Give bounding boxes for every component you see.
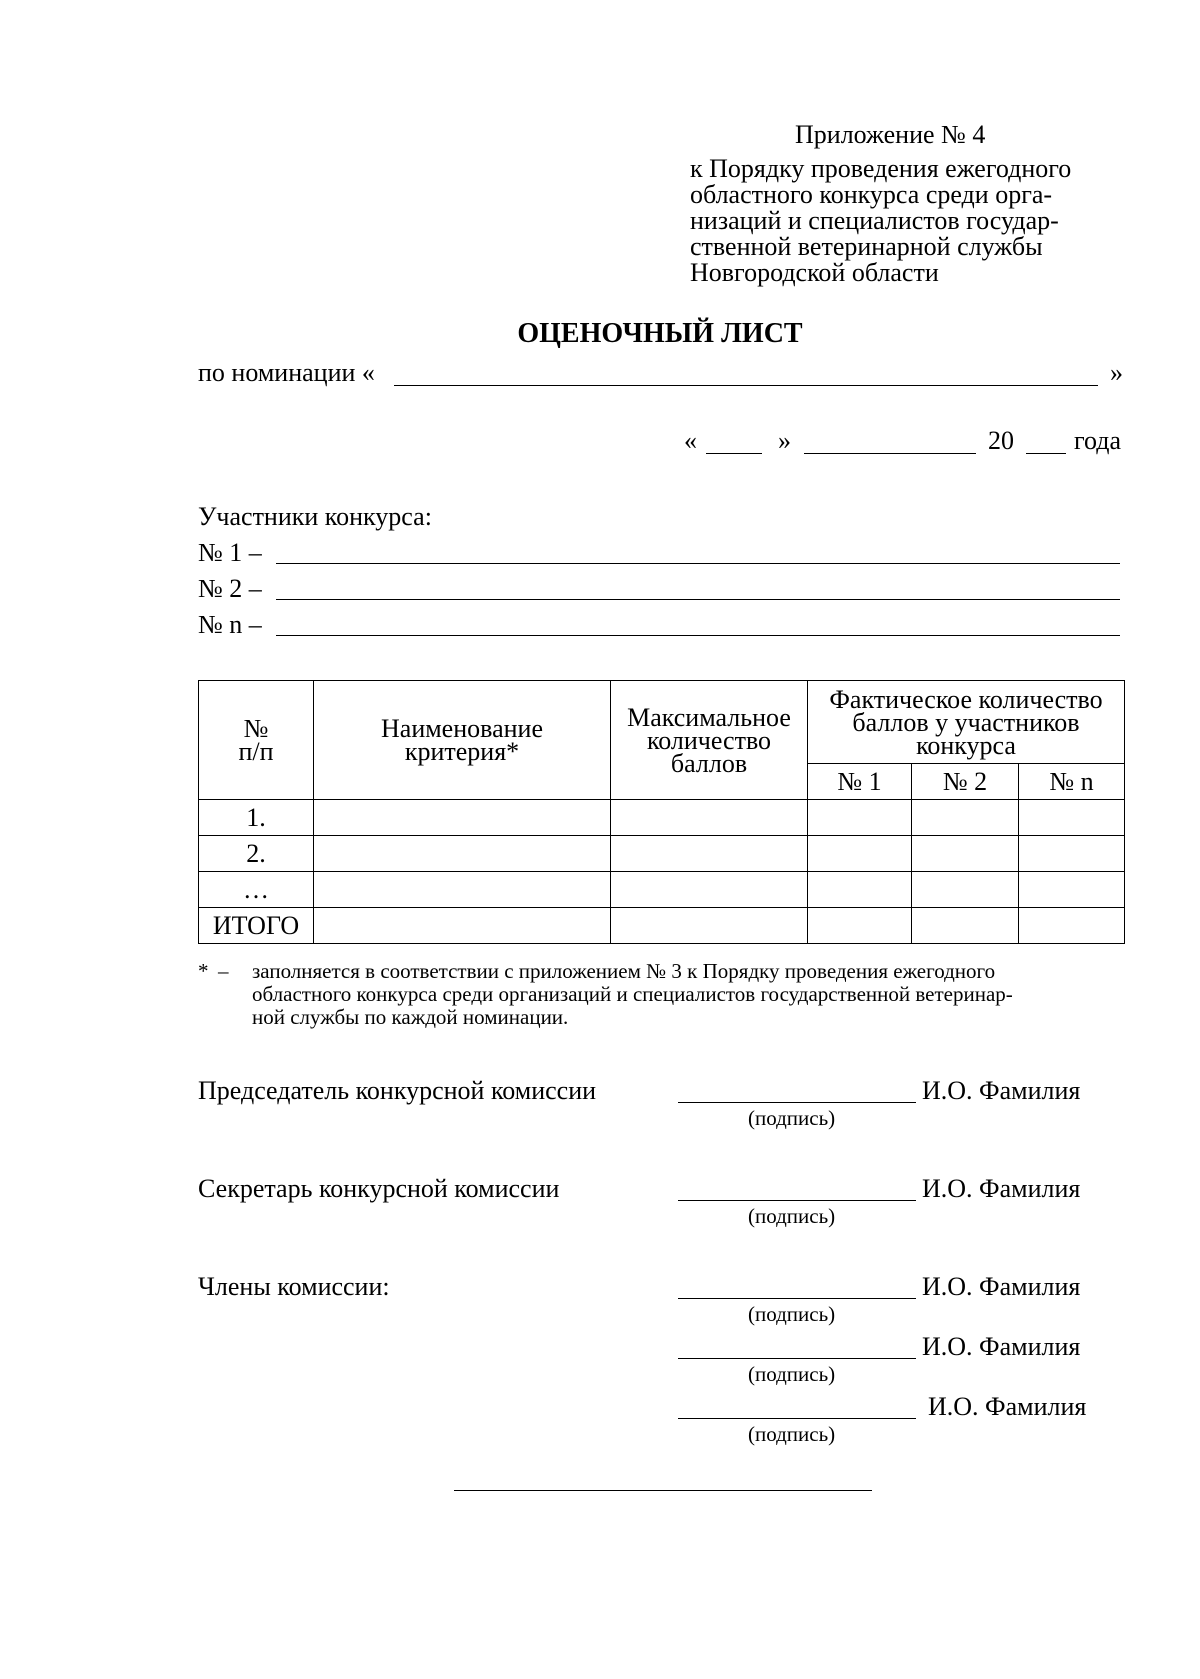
date-open-quote: « (684, 426, 697, 455)
criterion-cell[interactable] (314, 908, 611, 944)
max-points-cell[interactable] (611, 836, 808, 872)
signature-caption: (подпись) (748, 1302, 836, 1326)
date-month-field[interactable] (804, 453, 976, 454)
appendix-line: Новгородской области (690, 258, 939, 287)
date-day-field[interactable] (706, 453, 762, 454)
nomination-prefix: по номинации « (198, 358, 375, 387)
participant-label: № n – (198, 610, 262, 639)
footnote-line: заполняется в соответствии с приложением № 3 к Порядку проведения ежегодного (252, 959, 996, 983)
table-row (199, 872, 1125, 908)
participant-field[interactable] (276, 599, 1120, 600)
score-cell[interactable] (808, 872, 912, 908)
max-points-cell[interactable] (611, 908, 808, 944)
header-actual-points-line: Фактическое количество (829, 684, 1103, 714)
participants-heading: Участники конкурса: (198, 502, 432, 531)
max-points-cell[interactable] (611, 800, 808, 836)
participant-field[interactable] (276, 563, 1120, 564)
signatory-name: И.О. Фамилия (928, 1392, 1087, 1421)
header-max-points-line: баллов (670, 748, 748, 778)
header-max-points-line: Максимальное (627, 702, 791, 732)
header-criterion-line: критерия* (404, 737, 520, 766)
header-actual-points-line: конкурса (916, 730, 1016, 760)
date-year-prefix: 20 (988, 426, 1014, 455)
max-points-cell[interactable] (611, 872, 808, 908)
header-actual-points (808, 681, 1125, 764)
criterion-cell[interactable] (314, 872, 611, 908)
signatory-name: И.О. Фамилия (922, 1174, 1081, 1203)
header-number-line: № (243, 714, 269, 743)
criteria-table (198, 680, 1125, 944)
score-cell[interactable] (1019, 908, 1125, 944)
participant-label: № 2 – (198, 574, 262, 603)
header-max-points-line: количество (646, 725, 772, 755)
header-criterion (314, 681, 611, 800)
footnote-star: * (198, 959, 209, 983)
row-number: 1. (199, 800, 314, 836)
signatory-name: И.О. Фамилия (922, 1332, 1081, 1361)
criterion-cell[interactable] (314, 800, 611, 836)
members-label: Члены комиссии: (198, 1272, 390, 1301)
header-actual-points-line: баллов у участников (852, 707, 1080, 737)
date-close-quote: » (778, 426, 791, 455)
appendix-line: областного конкурса среди орга- (690, 180, 1053, 209)
appendix-line: ственной ветеринарной службы (690, 232, 1043, 261)
secretary-label: Секретарь конкурсной комиссии (198, 1174, 560, 1203)
footnote-dash: – (218, 959, 229, 983)
appendix-line: к Порядку проведения ежегодного (690, 154, 1072, 183)
table-row-total (199, 908, 1125, 944)
row-number: … (199, 872, 314, 908)
appendix-text (690, 156, 1071, 286)
header-participant-n: № n (1019, 764, 1125, 800)
appendix-title: Приложение № 4 (795, 120, 986, 149)
closing-divider (454, 1490, 872, 1491)
header-participant-1: № 1 (808, 764, 912, 800)
appendix-line: низаций и специалистов государ- (690, 206, 1059, 235)
score-cell[interactable] (1019, 836, 1125, 872)
header-participant-2: № 2 (912, 764, 1019, 800)
signatory-name: И.О. Фамилия (922, 1272, 1081, 1301)
criterion-cell[interactable] (314, 836, 611, 872)
signature-caption: (подпись) (748, 1106, 836, 1130)
table-row (199, 800, 1125, 836)
score-cell[interactable] (808, 908, 912, 944)
signature-line[interactable] (678, 1298, 916, 1299)
document-title: ОЦЕНОЧНЫЙ ЛИСТ (517, 318, 803, 349)
participant-label: № 1 – (198, 538, 262, 567)
row-total-label: ИТОГО (199, 908, 314, 944)
signatory-name: И.О. Фамилия (922, 1076, 1081, 1105)
signature-line[interactable] (678, 1358, 916, 1359)
table-row (199, 836, 1125, 872)
signature-line[interactable] (678, 1102, 916, 1103)
nomination-field[interactable] (394, 385, 1098, 386)
participant-field[interactable] (276, 635, 1120, 636)
header-number (199, 681, 314, 800)
score-cell[interactable] (912, 836, 1019, 872)
chairman-label: Председатель конкурсной комиссии (198, 1076, 597, 1105)
date-year-field[interactable] (1026, 453, 1066, 454)
score-cell[interactable] (808, 800, 912, 836)
score-cell[interactable] (808, 836, 912, 872)
score-cell[interactable] (912, 872, 1019, 908)
row-number: 2. (199, 836, 314, 872)
footnote-line: ной службы по каждой номинации. (252, 1005, 569, 1029)
signature-line[interactable] (678, 1418, 916, 1419)
signature-line[interactable] (678, 1200, 916, 1201)
header-criterion-line: Наименование (381, 714, 543, 743)
footnote-text (252, 960, 1013, 1029)
nomination-suffix: » (1110, 358, 1123, 387)
score-cell[interactable] (1019, 800, 1125, 836)
score-cell[interactable] (912, 908, 1019, 944)
score-cell[interactable] (912, 800, 1019, 836)
footnote-line: областного конкурса среди организаций и специалистов государственной ветеринар- (252, 982, 1013, 1006)
signature-caption: (подпись) (748, 1204, 836, 1228)
header-max-points (611, 681, 808, 800)
signature-caption: (подпись) (748, 1422, 836, 1446)
date-year-suffix: года (1074, 426, 1122, 455)
score-cell[interactable] (1019, 872, 1125, 908)
header-number-line: п/п (238, 737, 274, 766)
signature-caption: (подпись) (748, 1362, 836, 1386)
